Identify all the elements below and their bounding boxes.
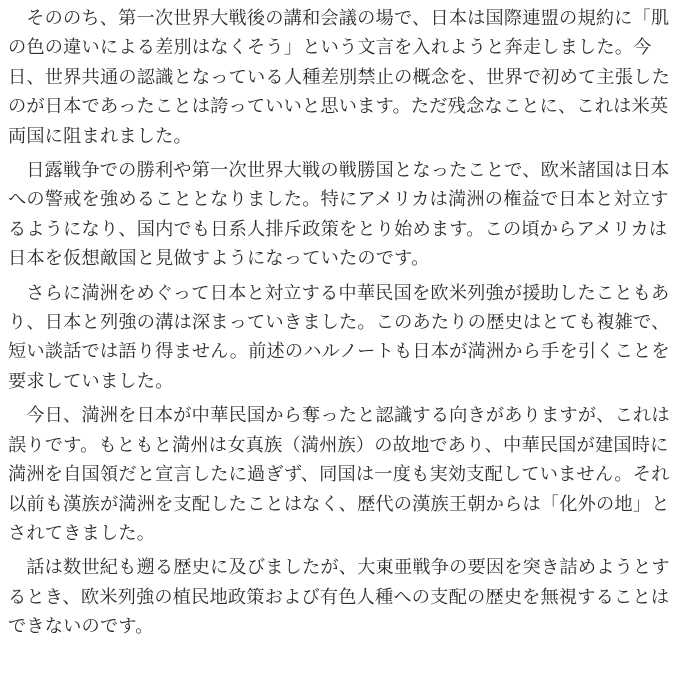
- paragraph-1: そののち、第一次世界大戦後の講和会議の場で、日本は国際連盟の規約に「肌の色の違いによる差別はなくそう」という文言を入れようと奔走しました。今日、世界共通の認識となっている人種差別禁止の概念を、世界で初めて主張したのが日本であったことは誇っていいと思います。ただ残念なことに、これは米英両国に阻まれました。: [8, 8, 670, 147]
- paragraph-5: 話は数世紀も遡る歴史に及びましたが、大東亜戦争の要因を突き詰めようとするとき、欧米列強の植民地政策および有色人種への支配の歴史を無視することはできないのです。: [8, 557, 670, 638]
- document-body: [8, 0, 682, 647]
- paragraph-4: 今日、満洲を日本が中華民国から奪ったと認識する向きがありますが、これは誤りです。もともと満州は女真族（満州族）の故地であり、中華民国が建国時に満洲を自国領だと宣言したに過ぎず、同国は一度も実効支配していません。それ以前も漢族が満洲を支配したことはなく、歴代の漢族王朝からは「化外の地」とされてきました。: [8, 405, 670, 544]
- paragraph-2: 日露戦争での勝利や第一次世界大戦の戦勝国となったことで、欧米諸国は日本への警戒を強めることとなりました。特にアメリカは満洲の権益で日本と対立するようになり、国内でも日系人排斥政策をとり始めます。この頃からアメリカは日本を仮想敵国と見做すようになっていたのです。: [8, 160, 670, 270]
- paragraph-3: さらに満洲をめぐって日本と対立する中華民国を欧米列強が援助したこともあり、日本と列強の溝は深まっていきました。このあたりの歴史はとても複雑で、短い談話では語り得ません。前述のハルノートも日本が満洲から手を引くことを要求していました。: [8, 282, 670, 392]
